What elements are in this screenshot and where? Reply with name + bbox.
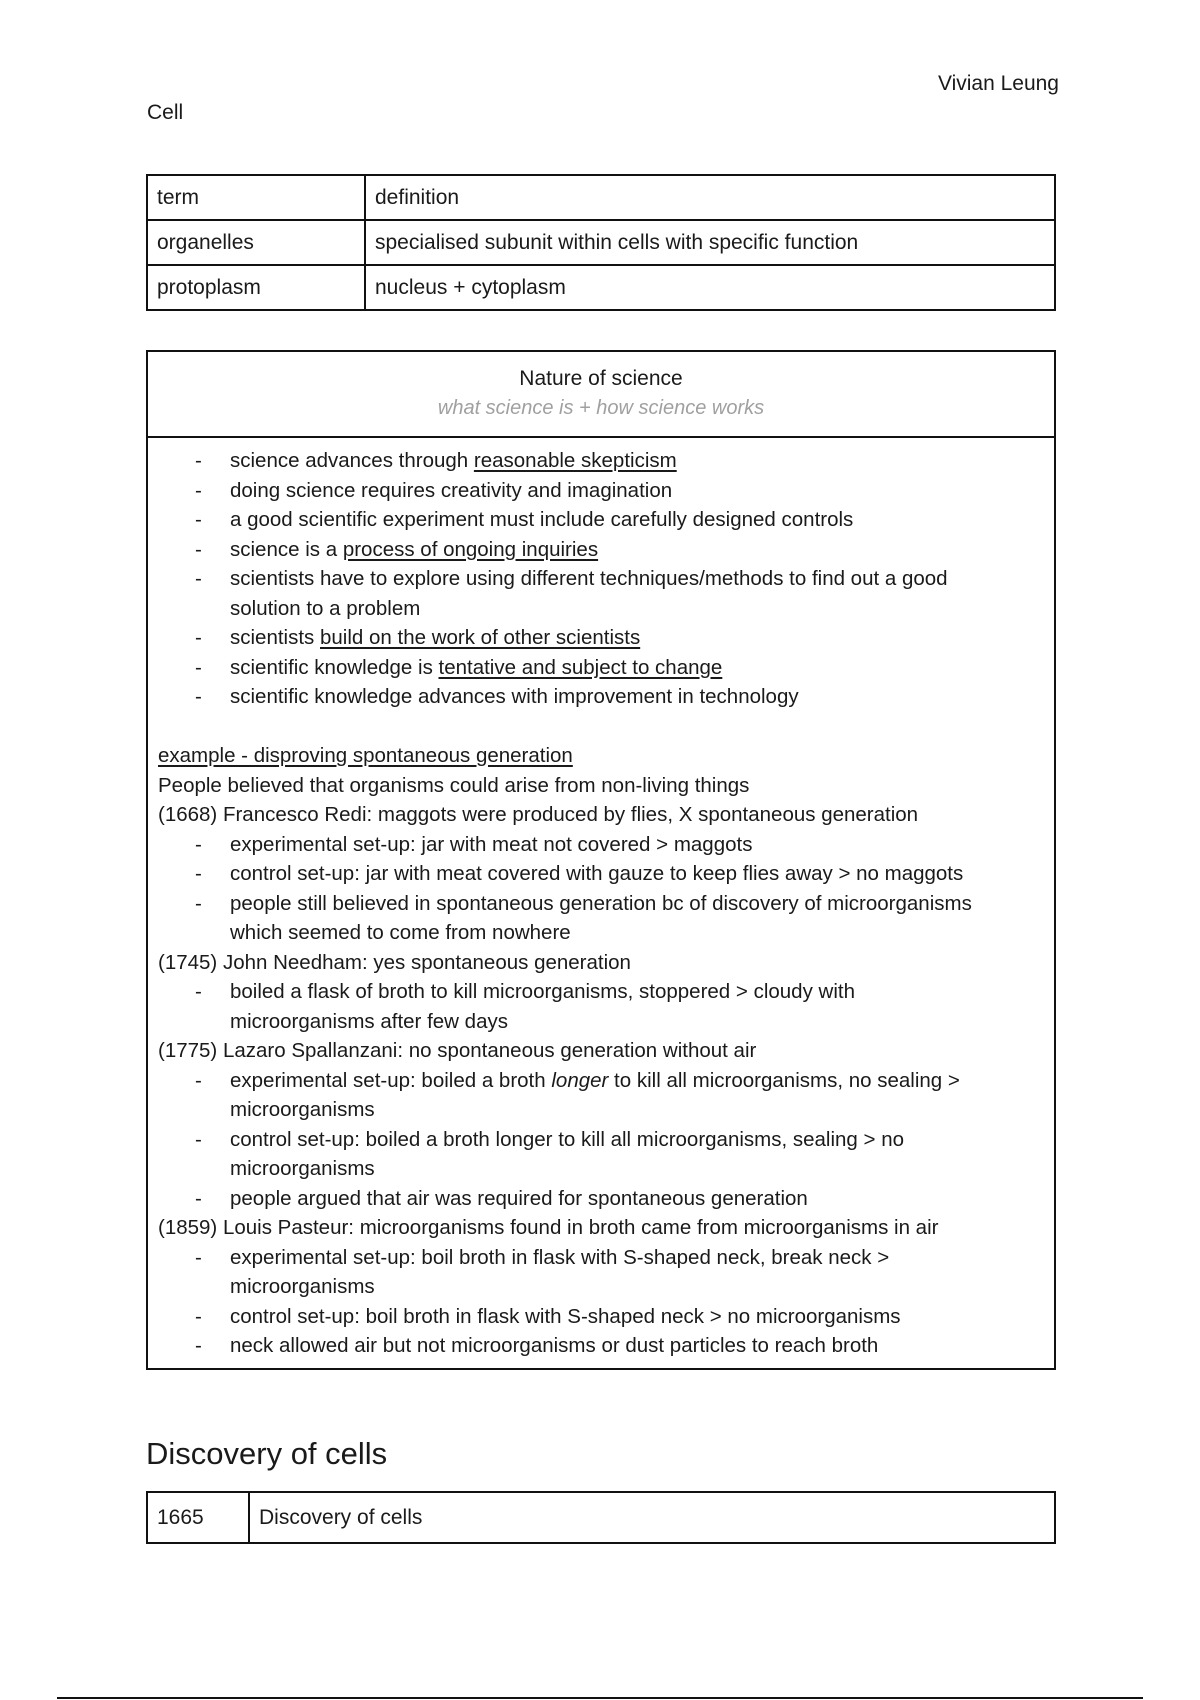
experiment-title-needham: (1745) John Needham: yes spontaneous generation bbox=[158, 950, 631, 974]
item-text: which seemed to come from nowhere bbox=[230, 921, 571, 944]
list-item bbox=[158, 535, 1044, 565]
footer-divider bbox=[57, 1697, 1143, 1699]
table-row bbox=[147, 1492, 1055, 1543]
term-cell: protoplasm bbox=[147, 265, 365, 310]
list-item bbox=[158, 623, 1044, 653]
definition-cell: specialised subunit within cells with specific function bbox=[365, 220, 1055, 265]
item-text: scientists bbox=[230, 626, 320, 649]
item-text: solution to a problem bbox=[230, 596, 421, 620]
item-text: - experimental set-up: boil broth in flask with S-shaped neck, break neck > bbox=[230, 1245, 890, 1269]
item-text: doing science requires creativity and imagination bbox=[230, 478, 673, 502]
event-cell: Discovery of cells bbox=[249, 1492, 1055, 1543]
item-text: - people still believed in spontaneous generation bc of discovery of microorganisms bbox=[230, 891, 972, 915]
terms-table bbox=[146, 174, 1056, 311]
author-name: Vivian Leung bbox=[937, 72, 1059, 95]
experiment-points-needham bbox=[158, 977, 1044, 1036]
section-heading-discovery: Discovery of cells bbox=[146, 1436, 388, 1471]
nature-of-science-header bbox=[148, 352, 1054, 438]
list-item bbox=[158, 1302, 1044, 1332]
table-header-cell: definition bbox=[365, 175, 1055, 220]
underlined-text: process of ongoing inquiries bbox=[342, 537, 599, 561]
experiment-points-pasteur bbox=[158, 1243, 1044, 1361]
item-text-part: experimental set-up: boiled a broth bbox=[230, 1068, 552, 1092]
item-text: neck allowed air but not microorganisms or dust particles to reach broth bbox=[230, 1334, 879, 1357]
nature-of-science-body bbox=[148, 438, 1054, 1361]
item-text-part: to kill all microorganisms, no sealing > bbox=[608, 1068, 960, 1092]
example-intro: People believed that organisms could arise from non-living things bbox=[158, 773, 750, 797]
item-text: microorganisms bbox=[230, 1157, 375, 1180]
underlined-text: build on the work of other scientists bbox=[320, 626, 641, 649]
list-item bbox=[158, 830, 1044, 860]
item-text: experimental set-up: jar with meat not covered > maggots bbox=[230, 832, 753, 856]
experiment-points-spallanzani bbox=[158, 1066, 1044, 1214]
item-text: microorganisms bbox=[230, 1098, 375, 1121]
table-header-cell: term bbox=[147, 175, 365, 220]
item-text: microorganisms bbox=[230, 1275, 375, 1298]
nature-of-science-subtitle: what science is + how science works bbox=[437, 397, 765, 419]
item-text: - control set-up: boiled a broth longer to kill all microorganisms, sealing > no bbox=[230, 1127, 904, 1151]
spacer bbox=[158, 712, 1044, 742]
example-heading: example - disproving spontaneous generation bbox=[158, 744, 573, 767]
item-text: scientific knowledge is bbox=[230, 655, 439, 679]
list-item bbox=[158, 446, 1044, 476]
list-item bbox=[158, 476, 1044, 506]
year-cell: 1665 bbox=[147, 1492, 249, 1543]
experiment-points-redi bbox=[158, 830, 1044, 948]
list-item bbox=[158, 859, 1044, 889]
list-item bbox=[158, 1184, 1044, 1214]
item-text: microorganisms after few days bbox=[230, 1009, 508, 1033]
experiment-title-pasteur: (1859) Louis Pasteur: microorganisms found in broth came from microorganisms in air bbox=[158, 1216, 939, 1239]
table-row bbox=[147, 265, 1055, 310]
list-item bbox=[158, 889, 1044, 948]
item-text: scientific knowledge advances with improvement in technology bbox=[230, 685, 799, 708]
item-text: control set-up: boil broth in flask with S-shaped neck > no microorganisms bbox=[230, 1304, 901, 1328]
underlined-text: tentative and subject to change bbox=[438, 655, 723, 679]
list-item bbox=[158, 1243, 1044, 1302]
experiment-title-spallanzani: (1775) Lazaro Spallanzani: no spontaneous generation without air bbox=[158, 1039, 757, 1062]
term-cell: organelles bbox=[147, 220, 365, 265]
list-item bbox=[158, 682, 1044, 712]
item-text: - scientists have to explore using different techniques/methods to find out a good bbox=[230, 567, 948, 590]
experiment-title-redi: (1668) Francesco Redi: maggots were produced by flies, X spontaneous generation bbox=[158, 803, 919, 826]
list-item bbox=[158, 977, 1044, 1036]
item-text: control set-up: jar with meat covered with gauze to keep flies away > no maggots bbox=[230, 862, 964, 885]
nature-of-science-box bbox=[146, 350, 1056, 1370]
list-item bbox=[158, 653, 1044, 683]
table-row bbox=[147, 220, 1055, 265]
nature-of-science-points bbox=[158, 446, 1044, 712]
underlined-text: reasonable skepticism bbox=[473, 449, 677, 472]
list-item bbox=[158, 1066, 1044, 1125]
list-item bbox=[158, 1331, 1044, 1361]
document-title: Cell bbox=[147, 101, 184, 124]
table-header-row bbox=[147, 175, 1055, 220]
discovery-timeline-table bbox=[146, 1491, 1056, 1544]
item-text: - boiled a flask of broth to kill microorganisms, stoppered > cloudy with bbox=[230, 980, 855, 1003]
nature-of-science-title: Nature of science bbox=[519, 367, 683, 390]
item-text: people argued that air was required for spontaneous generation bbox=[230, 1186, 808, 1210]
emphasized-text: longer bbox=[551, 1068, 609, 1092]
item-text bbox=[230, 1066, 1044, 1096]
list-item bbox=[158, 564, 1044, 623]
definition-cell: nucleus + cytoplasm bbox=[365, 265, 1055, 310]
list-item bbox=[158, 1125, 1044, 1184]
item-text: a good scientific experiment must include carefully designed controls bbox=[230, 508, 854, 531]
item-text: science advances through bbox=[230, 449, 474, 472]
item-text: science is a bbox=[230, 537, 343, 561]
list-item bbox=[158, 505, 1044, 535]
